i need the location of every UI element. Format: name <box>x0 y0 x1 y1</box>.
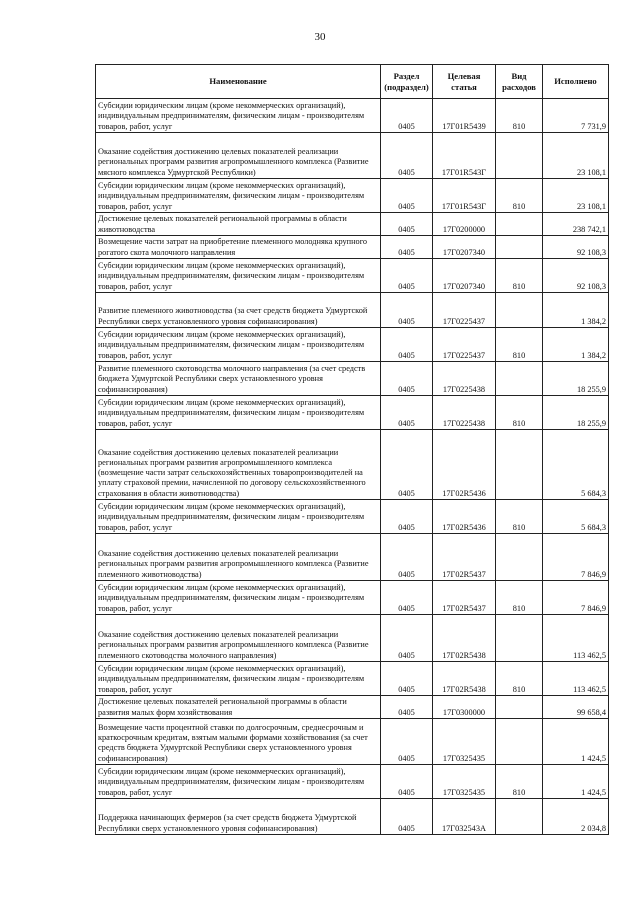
row-kind <box>496 534 543 581</box>
row-section: 0405 <box>381 765 433 799</box>
row-name: Развитие племенного скотоводства молочного направления (за счет средств бюджета Удмуртской Республики сверх установленного уровня софинансирования) <box>96 362 381 396</box>
table-row <box>96 662 609 696</box>
table-row <box>96 133 609 179</box>
row-name: Оказание содействия достижению целевых показателей реализации региональных программ развития агропромышленного комплекса (Развитие племенного животноводства) <box>96 534 381 581</box>
row-kind <box>496 799 543 835</box>
row-executed: 92 108,3 <box>543 236 609 259</box>
row-target: 17Г0200000 <box>433 213 496 236</box>
row-section: 0405 <box>381 662 433 696</box>
table-header-row <box>96 65 609 99</box>
row-target: 17Г02R5437 <box>433 534 496 581</box>
row-target: 17Г01R5439 <box>433 99 496 133</box>
row-target: 17Г0325435 <box>433 719 496 765</box>
row-section: 0405 <box>381 236 433 259</box>
row-executed: 23 108,1 <box>543 179 609 213</box>
row-kind <box>496 719 543 765</box>
row-executed: 18 255,9 <box>543 396 609 430</box>
row-target: 17Г01R543Г <box>433 133 496 179</box>
row-name: Субсидии юридическим лицам (кроме некоммерческих организаций), индивидуальным предпринимателям, физическим лицам - производителям товаров, работ, услуг <box>96 179 381 213</box>
table-row <box>96 362 609 396</box>
row-target: 17Г032543А <box>433 799 496 835</box>
row-section: 0405 <box>381 362 433 396</box>
row-name: Оказание содействия достижению целевых показателей реализации региональных программ развития агропромышленного комплекса (возмещение части затрат сельскохозяйственных товаропроизводителей на уплату страховой премии, начисленной по договору сельскохозяйственного страхования в области животноводства) <box>96 430 381 500</box>
row-name: Субсидии юридическим лицам (кроме некоммерческих организаций), индивидуальным предпринимателям, физическим лицам - производителям товаров, работ, услуг <box>96 259 381 293</box>
row-executed: 1 384,2 <box>543 328 609 362</box>
row-name: Оказание содействия достижению целевых показателей реализации региональных программ развития агропромышленного комплекса (Развитие мясного комплекса Удмуртской Республики) <box>96 133 381 179</box>
table-row <box>96 615 609 662</box>
row-section: 0405 <box>381 799 433 835</box>
table-row <box>96 259 609 293</box>
table-row <box>96 765 609 799</box>
row-target: 17Г02R5436 <box>433 430 496 500</box>
row-kind: 810 <box>496 179 543 213</box>
table-row <box>96 328 609 362</box>
row-target: 17Г0325435 <box>433 765 496 799</box>
row-name: Субсидии юридическим лицам (кроме некоммерческих организаций), индивидуальным предпринимателям, физическим лицам - производителям товаров, работ, услуг <box>96 99 381 133</box>
table-row <box>96 719 609 765</box>
row-name: Оказание содействия достижению целевых показателей реализации региональных программ развития агропромышленного комплекса (Развитие племенного скотоводства молочного направления) <box>96 615 381 662</box>
row-name: Достижение целевых показателей региональной программы в области развития малых форм хозяйствования <box>96 696 381 719</box>
row-target: 17Г01R543Г <box>433 179 496 213</box>
row-target: 17Г0225437 <box>433 328 496 362</box>
row-kind: 810 <box>496 581 543 615</box>
row-name: Поддержка начинающих фермеров (за счет средств бюджета Удмуртской Республики сверх установленного уровня софинансирования) <box>96 799 381 835</box>
row-executed: 1 424,5 <box>543 719 609 765</box>
table-row <box>96 799 609 835</box>
row-section: 0405 <box>381 133 433 179</box>
row-kind: 810 <box>496 662 543 696</box>
table-row <box>96 293 609 328</box>
row-name: Субсидии юридическим лицам (кроме некоммерческих организаций), индивидуальным предпринимателям, физическим лицам - производителям товаров, работ, услуг <box>96 662 381 696</box>
row-executed: 7 846,9 <box>543 581 609 615</box>
row-executed: 5 684,3 <box>543 500 609 534</box>
table-body <box>96 99 609 835</box>
row-executed: 113 462,5 <box>543 662 609 696</box>
row-kind <box>496 362 543 396</box>
row-name: Развитие племенного животноводства (за счет средств бюджета Удмуртской Республики сверх установленного уровня софинансирования) <box>96 293 381 328</box>
table-row <box>96 534 609 581</box>
row-kind: 810 <box>496 328 543 362</box>
row-executed: 113 462,5 <box>543 615 609 662</box>
row-section: 0405 <box>381 259 433 293</box>
row-target: 17Г0225438 <box>433 396 496 430</box>
row-kind <box>496 133 543 179</box>
row-target: 17Г0207340 <box>433 259 496 293</box>
row-executed: 99 658,4 <box>543 696 609 719</box>
header-name: Наименование <box>96 65 381 99</box>
row-section: 0405 <box>381 500 433 534</box>
table-row <box>96 179 609 213</box>
row-name: Субсидии юридическим лицам (кроме некоммерческих организаций), индивидуальным предпринимателям, физическим лицам - производителям товаров, работ, услуг <box>96 581 381 615</box>
row-kind: 810 <box>496 765 543 799</box>
row-section: 0405 <box>381 534 433 581</box>
row-section: 0405 <box>381 293 433 328</box>
row-executed: 18 255,9 <box>543 362 609 396</box>
row-section: 0405 <box>381 719 433 765</box>
row-target: 17Г02R5437 <box>433 581 496 615</box>
row-executed: 1 424,5 <box>543 765 609 799</box>
row-name: Достижение целевых показателей региональной программы в области животноводства <box>96 213 381 236</box>
row-kind: 810 <box>496 99 543 133</box>
row-name: Возмещение части затрат на приобретение племенного молодняка крупного рогатого скота молочного направления <box>96 236 381 259</box>
table-row <box>96 236 609 259</box>
row-target: 17Г02R5436 <box>433 500 496 534</box>
header-executed: Исполнено <box>543 65 609 99</box>
row-kind: 810 <box>496 259 543 293</box>
row-kind <box>496 213 543 236</box>
row-name: Субсидии юридическим лицам (кроме некоммерческих организаций), индивидуальным предпринимателям, физическим лицам - производителям товаров, работ, услуг <box>96 328 381 362</box>
table-row <box>96 396 609 430</box>
row-name: Субсидии юридическим лицам (кроме некоммерческих организаций), индивидуальным предпринимателям, физическим лицам - производителям товаров, работ, услуг <box>96 500 381 534</box>
row-kind <box>496 293 543 328</box>
table-row <box>96 696 609 719</box>
row-section: 0405 <box>381 179 433 213</box>
table-row <box>96 581 609 615</box>
row-section: 0405 <box>381 99 433 133</box>
row-section: 0405 <box>381 328 433 362</box>
row-kind <box>496 696 543 719</box>
row-executed: 23 108,1 <box>543 133 609 179</box>
header-kind: Вид расходов <box>496 65 543 99</box>
table-row <box>96 99 609 133</box>
row-section: 0405 <box>381 396 433 430</box>
row-kind: 810 <box>496 500 543 534</box>
row-section: 0405 <box>381 615 433 662</box>
header-target: Целевая статья <box>433 65 496 99</box>
row-executed: 1 384,2 <box>543 293 609 328</box>
row-kind <box>496 430 543 500</box>
row-executed: 238 742,1 <box>543 213 609 236</box>
row-target: 17Г0300000 <box>433 696 496 719</box>
row-target: 17Г02R5438 <box>433 615 496 662</box>
row-section: 0405 <box>381 696 433 719</box>
row-name: Возмещение части процентной ставки по долгосрочным, среднесрочным и краткосрочным кредитам, взятым малыми формами хозяйствования (за счет средств бюджета Удмуртской Республики сверх установленного уровня софинансирования) <box>96 719 381 765</box>
row-executed: 7 846,9 <box>543 534 609 581</box>
row-target: 17Г02R5438 <box>433 662 496 696</box>
row-target: 17Г0225438 <box>433 362 496 396</box>
row-target: 17Г0225437 <box>433 293 496 328</box>
row-executed: 92 108,3 <box>543 259 609 293</box>
row-section: 0405 <box>381 430 433 500</box>
row-kind <box>496 236 543 259</box>
row-executed: 5 684,3 <box>543 430 609 500</box>
row-section: 0405 <box>381 213 433 236</box>
row-name: Субсидии юридическим лицам (кроме некоммерческих организаций), индивидуальным предпринимателям, физическим лицам - производителям товаров, работ, услуг <box>96 765 381 799</box>
row-target: 17Г0207340 <box>433 236 496 259</box>
row-section: 0405 <box>381 581 433 615</box>
row-executed: 2 034,8 <box>543 799 609 835</box>
row-executed: 7 731,9 <box>543 99 609 133</box>
row-kind <box>496 615 543 662</box>
table-row <box>96 430 609 500</box>
table-row <box>96 500 609 534</box>
header-section: Раздел (подраздел) <box>381 65 433 99</box>
page-number: 30 <box>314 31 326 43</box>
budget-table <box>95 64 609 835</box>
row-kind: 810 <box>496 396 543 430</box>
row-name: Субсидии юридическим лицам (кроме некоммерческих организаций), индивидуальным предпринимателям, физическим лицам - производителям товаров, работ, услуг <box>96 396 381 430</box>
table-row <box>96 213 609 236</box>
